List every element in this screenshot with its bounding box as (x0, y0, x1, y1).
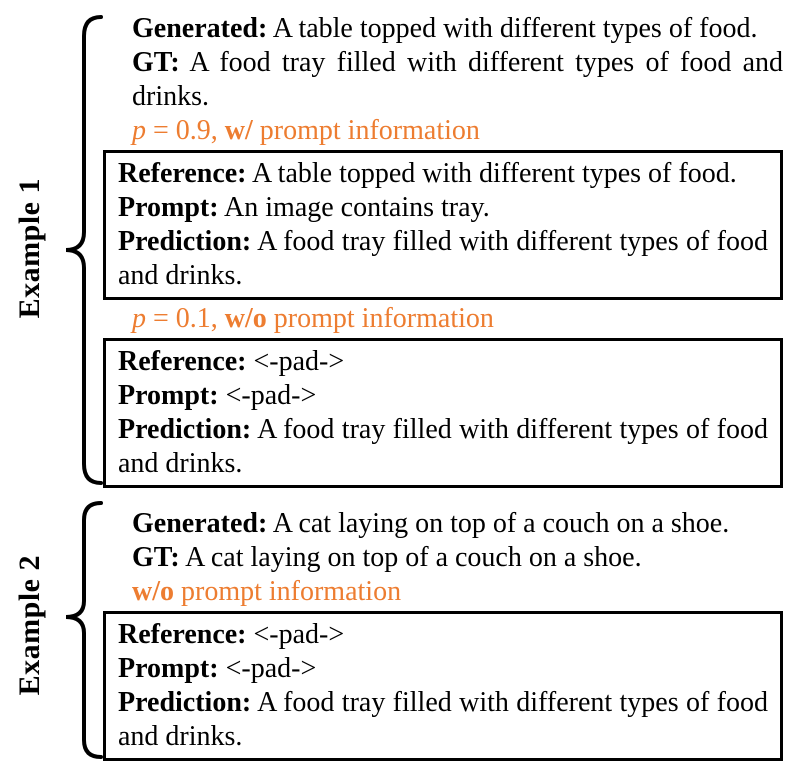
example-1-label-column (0, 0, 60, 497)
example-1-content (103, 0, 789, 497)
reference-line (118, 345, 768, 379)
prediction-text: A food tray filled with different types of food and drinks. (118, 687, 768, 752)
gt-line (103, 46, 783, 114)
gt-text: A food tray filled with different types of food and drinks. (132, 47, 783, 112)
prompt-label: Prompt: (118, 192, 219, 223)
annotation-rest: prompt information (252, 115, 480, 146)
prompt-label: Prompt: (118, 653, 219, 684)
annotation-bold: w/o (224, 303, 267, 334)
annotation-math-rest: = 0.9, (146, 115, 225, 146)
annotation-math-var: p (132, 303, 146, 334)
gt-text: A cat laying on top of a couch on a shoe. (185, 542, 642, 573)
reference-text: A table topped with different types of food. (251, 158, 737, 189)
example-2-content (103, 497, 789, 768)
generated-label: Generated: (132, 508, 268, 539)
example-1-label: Example 1 (13, 178, 46, 319)
example-1-brace-column (60, 0, 103, 497)
example-2 (0, 497, 789, 768)
prompt-line (118, 379, 768, 413)
generated-label: Generated: (132, 13, 268, 44)
curly-brace-icon (60, 14, 103, 486)
prediction-line (118, 413, 768, 481)
prompt-text: An image contains tray. (224, 192, 490, 223)
prediction-label: Prediction: (118, 687, 252, 718)
annotation-math-var: p (132, 115, 146, 146)
generated-text: A cat laying on top of a couch on a shoe. (272, 508, 730, 539)
example-2-brace-column (60, 497, 103, 768)
reference-label: Reference: (118, 619, 247, 650)
gt-line (103, 541, 783, 575)
sampling-annotation (103, 114, 783, 148)
example-2-label: Example 2 (13, 555, 46, 696)
curly-brace-icon (60, 500, 103, 760)
reference-label: Reference: (118, 158, 247, 189)
generated-line (103, 12, 783, 46)
annotation-rest: prompt information (174, 576, 402, 607)
prompt-line (118, 652, 768, 686)
prediction-line (118, 225, 768, 293)
prediction-text: A food tray filled with different types of food and drinks. (118, 226, 768, 291)
prompt-label: Prompt: (118, 380, 219, 411)
sample-box (103, 611, 783, 761)
reference-line (118, 157, 768, 191)
sample-box (103, 338, 783, 488)
prediction-label: Prediction: (118, 226, 252, 257)
reference-text: <-pad-> (253, 346, 345, 377)
sampling-annotation (103, 575, 783, 609)
generated-text: A table topped with different types of food. (272, 13, 758, 44)
gt-label: GT: (132, 47, 180, 78)
annotation-bold: w/ (224, 115, 253, 146)
generated-line (103, 507, 783, 541)
example-2-label-column (0, 497, 60, 768)
reference-line (118, 618, 768, 652)
annotation-bold: w/o (132, 576, 174, 607)
reference-text: <-pad-> (253, 619, 345, 650)
prompt-text: <-pad-> (225, 653, 317, 684)
prediction-text: A food tray filled with different types of food and drinks. (118, 414, 768, 479)
prediction-line (118, 686, 768, 754)
reference-label: Reference: (118, 346, 247, 377)
prediction-label: Prediction: (118, 414, 252, 445)
sample-box (103, 150, 783, 300)
prompt-line (118, 191, 768, 225)
sampling-annotation (103, 302, 783, 336)
gt-label: GT: (132, 542, 180, 573)
prompt-text: <-pad-> (225, 380, 317, 411)
annotation-rest: prompt information (266, 303, 494, 334)
annotation-math-rest: = 0.1, (146, 303, 225, 334)
